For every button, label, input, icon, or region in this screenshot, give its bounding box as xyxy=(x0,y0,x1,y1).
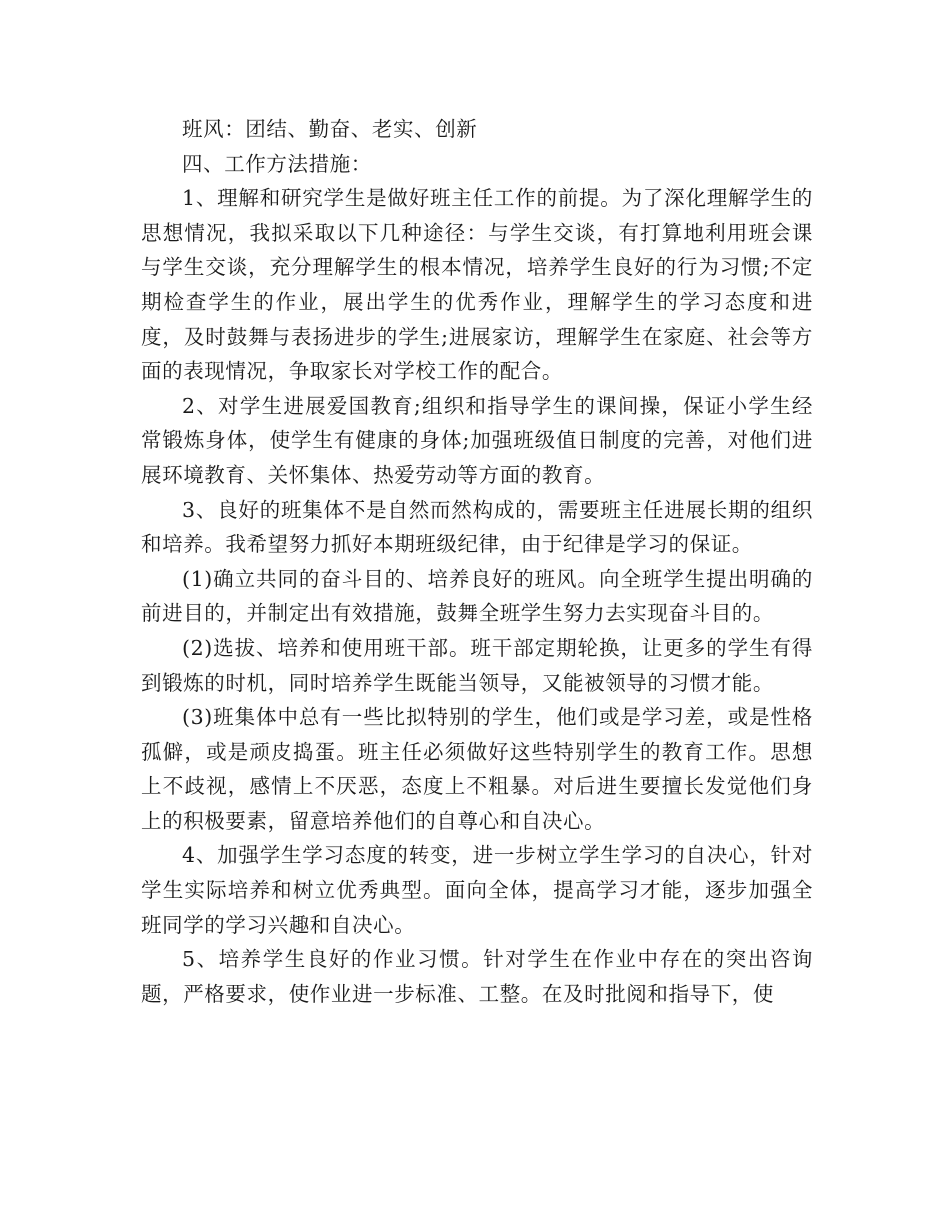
paragraph-item-2: 2、对学生进展爱国教育;组织和指导学生的课间操，保证小学生经常锻炼身体，使学生有健康的身体;加强班级值日制度的完善，对他们进展环境教育、关怀集体、热爱劳动等方面的教育。 xyxy=(141,393,813,487)
paragraph-subitem-2: (2)选拔、培养和使用班干部。班干部定期轮换，让更多的学生有得到锻炼的时机，同时培养学生既能当领导，又能被领导的习惯才能。 xyxy=(141,635,813,695)
class-motto-line: 班风：团结、勤奋、老实、创新 xyxy=(182,117,478,141)
paragraph-item-5: 5、培养学生良好的作业习惯。针对学生在作业中存在的突出咨询题，严格要求，使作业进一步标准、工整。在及时批阅和指导下，使 xyxy=(141,947,813,1006)
paragraph-item-1: 1、理解和研究学生是做好班主任工作的前提。为了深化理解学生的思想情况，我拟采取以下几种途径：与学生交谈，有打算地利用班会课与学生交谈，充分理解学生的根本情况，培养学生良好的行为习惯;不定期检查学生的作业，展出学生的优秀作业，理解学生的学习态度和进度，及时鼓舞与表扬进步的学生;进展家访，理解学生在家庭、社会等方面的表现情况，争取家长对学校工作的配合。 xyxy=(141,186,813,384)
paragraph-subitem-3: (3)班集体中总有一些比拟特别的学生，他们或是学习差，或是性格孤僻，或是顽皮捣蛋。班主任必须做好这些特别学生的教育工作。思想上不歧视，感情上不厌恶，态度上不粗暴。对后进生要擅长发觉他们身上的积极要素，留意培养他们的自尊心和自决心。 xyxy=(141,705,813,833)
paragraph-item-3: 3、良好的班集体不是自然而然构成的，需要班主任进展长期的组织和培养。我希望努力抓好本期班级纪律，由于纪律是学习的保证。 xyxy=(141,497,813,557)
paragraph-item-4: 4、加强学生学习态度的转变，进一步树立学生学习的自决心，针对学生实际培养和树立优秀典型。面向全体，提高学习才能，逐步加强全班同学的学习兴趣和自决心。 xyxy=(141,843,813,937)
section-heading-methods: 四、工作方法措施： xyxy=(182,151,372,176)
document-body xyxy=(141,112,813,1011)
paragraph-subitem-1: (1)确立共同的奋斗目的、培养良好的班风。向全班学生提出明确的前进目的，并制定出有效措施，鼓舞全班学生努力去实现奋斗目的。 xyxy=(141,566,813,626)
